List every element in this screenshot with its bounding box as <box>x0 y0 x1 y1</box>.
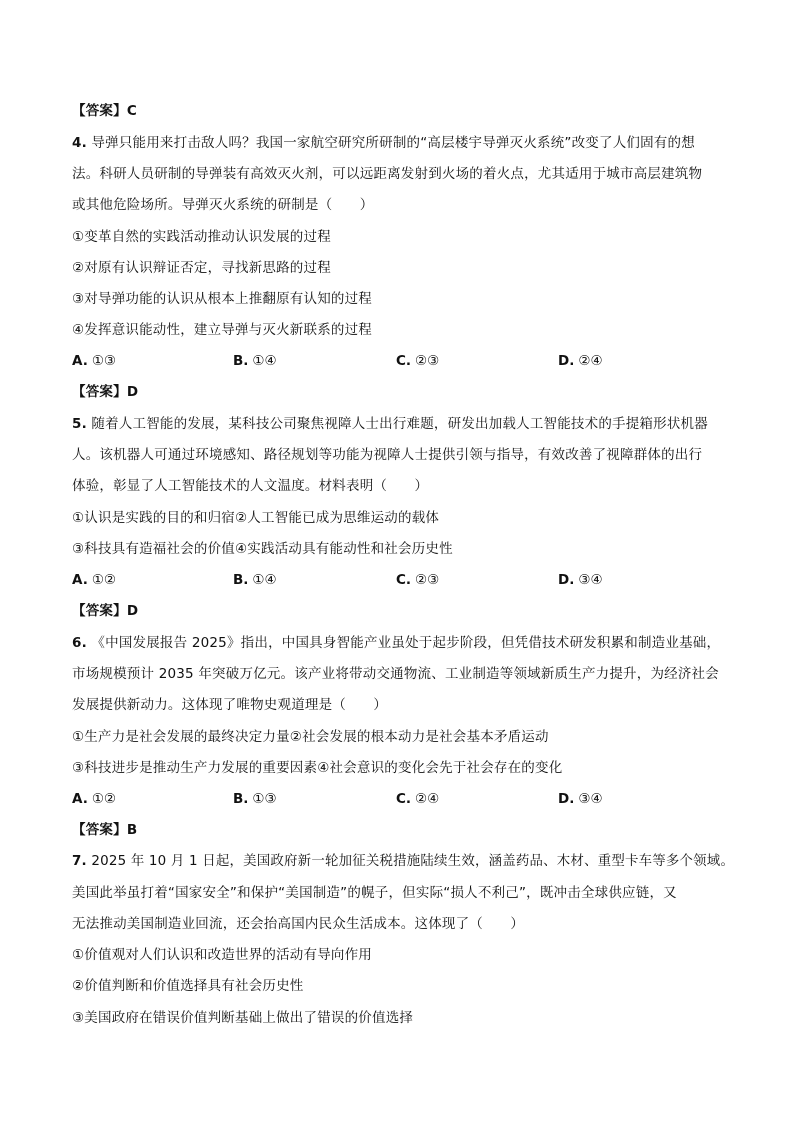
answer-label: 【答案】 <box>72 384 127 400</box>
q4-stem-line-3: 或其他危险场所。导弹灭火系统的研制是（ ） <box>72 197 374 213</box>
q6-stem-line-3: 发展提供新动力。这体现了唯物史观道理是（ ） <box>72 697 388 713</box>
option-text: ②④ <box>415 791 440 807</box>
option-letter: B. <box>233 572 249 588</box>
q4-option-a[interactable] <box>72 351 116 371</box>
option-text: ①② <box>91 791 117 807</box>
q5-answer <box>72 601 138 621</box>
q7-stem-line-3: 无法推动美国制造业回流，还会抬高国内民众生活成本。这体现了（ ） <box>72 916 525 932</box>
q5-stem-line-1 <box>72 414 708 434</box>
option-text: ①③ <box>252 791 277 807</box>
q6-option-d[interactable] <box>558 789 603 809</box>
q4-answer <box>72 382 138 402</box>
q4-stem-text-1: 导弹只能用来打击敌人吗？我国一家航空研究所研制的“高层楼宇导弹灭火系统”改变了人们固有的想 <box>91 135 695 151</box>
q5-option-a[interactable] <box>72 570 116 590</box>
q4-number: 4. <box>72 135 87 151</box>
q6-option-a[interactable] <box>72 789 116 809</box>
q6-answer <box>72 820 137 840</box>
q4-option-d[interactable] <box>558 351 603 371</box>
answer-line-prev <box>72 101 137 121</box>
q6-option-b[interactable] <box>233 789 277 809</box>
q5-stem-text-1: 随着人工智能的发展，某科技公司聚焦视障人士出行难题，研发出加载人工智能技术的手提箱形状机器 <box>91 416 708 432</box>
q7-stem-line-2: 美国此举虽打着“国家安全”和保护“美国制造”的幌子，但实际“损人不利己”，既冲击全球供应链，又 <box>72 885 677 901</box>
q4-statement-3: ③对导弹功能的认识从根本上推翻原有认知的过程 <box>72 291 373 307</box>
answer-value: D <box>126 603 139 619</box>
option-letter: C. <box>396 791 412 807</box>
q7-number: 7. <box>72 854 87 869</box>
option-text: ②③ <box>415 572 440 588</box>
q4-statement-2: ②对原有认识辩证否定，寻找新思路的过程 <box>72 260 331 276</box>
q7-statement-1: ①价值观对人们认识和改造世界的活动有导向作用 <box>72 947 373 963</box>
q5-stem-line-2: 人。该机器人可通过环境感知、路径规划等功能为视障人士提供引领与指导，有效改善了视障群体的出行 <box>72 447 703 463</box>
q4-option-c[interactable] <box>396 351 439 371</box>
option-text: ②④ <box>578 353 603 369</box>
q4-statement-1: ①变革自然的实践活动推动认识发展的过程 <box>72 229 331 245</box>
q7-stem-line-1 <box>72 852 734 872</box>
option-letter: B. <box>233 353 249 369</box>
q5-number: 5. <box>72 416 87 432</box>
q6-stem-line-1 <box>72 633 720 653</box>
option-letter: D. <box>558 572 575 588</box>
q7-stem-text-1: 2025 年 10 月 1 日起，美国政府新一轮加征关税措施陆续生效，涵盖药品、木材、重型卡车等多个领域。 <box>91 854 735 869</box>
q5-stem-line-3: 体验，彰显了人工智能技术的人文温度。材料表明（ ） <box>72 478 429 494</box>
answer-value: B <box>126 822 138 838</box>
answer-value: C <box>126 103 137 119</box>
answer-label: 【答案】 <box>72 822 127 838</box>
option-letter: D. <box>558 791 575 807</box>
q6-number: 6. <box>72 635 87 651</box>
q5-statement-1: ①认识是实践的目的和归宿②人工智能已成为思维运动的载体 <box>72 510 440 526</box>
option-text: ③④ <box>578 572 603 588</box>
q5-option-d[interactable] <box>558 570 603 590</box>
answer-label: 【答案】 <box>72 103 127 119</box>
q4-stem-line-1 <box>72 133 695 153</box>
q4-stem-line-2: 法。科研人员研制的导弹装有高效灭火剂，可以远距离发射到火场的着火点，尤其适用于城市高层建筑物 <box>72 166 703 182</box>
option-letter: A. <box>72 791 88 807</box>
q7-statement-3: ③美国政府在错误价值判断基础上做出了错误的价值选择 <box>72 1010 414 1026</box>
option-letter: C. <box>396 353 412 369</box>
option-letter: D. <box>558 353 575 369</box>
q6-statement-2: ③科技进步是推动生产力发展的重要因素④社会意识的变化会先于社会存在的变化 <box>72 760 563 776</box>
option-text: ①④ <box>252 353 277 369</box>
q6-stem-line-2: 市场规模预计 2035 年突破万亿元。该产业将带动交通物流、工业制造等领域新质生产力提升，为经济社会 <box>72 666 719 682</box>
answer-label: 【答案】 <box>72 603 127 619</box>
q7-statement-2: ②价值判断和价值选择具有社会历史性 <box>72 978 304 994</box>
q5-option-b[interactable] <box>233 570 277 590</box>
q5-statement-2: ③科技具有造福社会的价值④实践活动具有能动性和社会历史性 <box>72 541 453 557</box>
q4-option-b[interactable] <box>233 351 277 371</box>
q4-statement-4: ④发挥意识能动性，建立导弹与灭火新联系的过程 <box>72 322 373 338</box>
option-letter: B. <box>233 791 249 807</box>
q6-statement-1: ①生产力是社会发展的最终决定力量②社会发展的根本动力是社会基本矛盾运动 <box>72 729 549 745</box>
answer-value: D <box>126 384 139 400</box>
option-text: ①② <box>91 572 117 588</box>
option-text: ①④ <box>252 572 277 588</box>
q6-option-c[interactable] <box>396 789 439 809</box>
q5-option-c[interactable] <box>396 570 439 590</box>
option-text: ①③ <box>91 353 117 369</box>
option-letter: C. <box>396 572 412 588</box>
option-text: ②③ <box>415 353 440 369</box>
option-letter: A. <box>72 572 88 588</box>
option-letter: A. <box>72 353 88 369</box>
q6-stem-text-1: 《中国发展报告 2025》指出，中国具身智能产业虽处于起步阶段，但凭借技术研发积累和制造业基础， <box>91 635 721 651</box>
option-text: ③④ <box>578 791 603 807</box>
